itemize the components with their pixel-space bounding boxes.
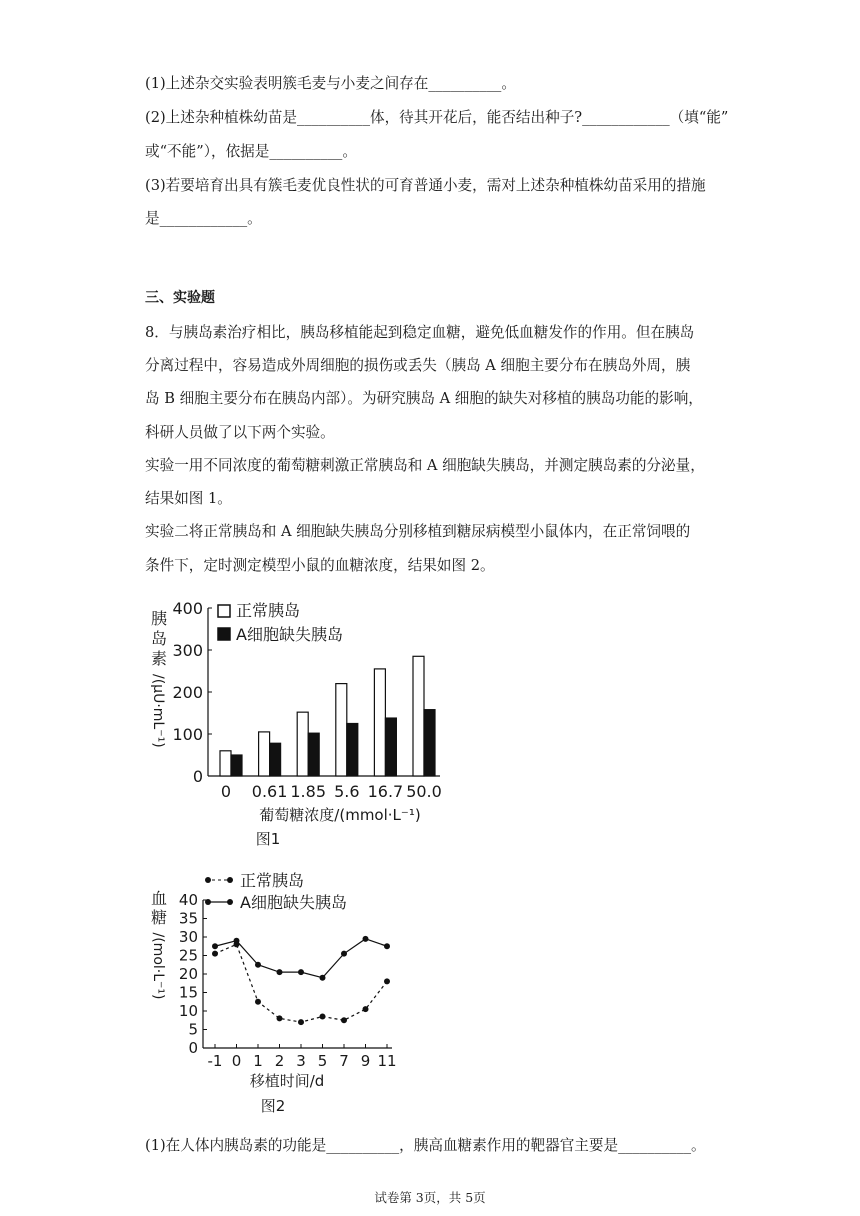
fig2-y-tick-label: 40 (178, 891, 198, 909)
fig1-bar (347, 724, 358, 777)
fig2-point-a-deficient (341, 951, 347, 957)
fig2-point-normal (363, 1006, 369, 1012)
fig2-point-normal (277, 1015, 283, 1021)
fig1-bar (297, 712, 308, 776)
fig1-x-tick-label: 5.6 (334, 782, 360, 801)
fig1-bar (424, 710, 435, 776)
fig2-point-normal (212, 951, 218, 957)
q7-part3-cont: 是____________。 (145, 210, 262, 227)
fig1-ylabel-char-1: 岛 (150, 629, 168, 648)
fig2-point-normal (255, 999, 261, 1005)
fig1-bar (413, 656, 424, 776)
fig2-x-tick-label: 0 (231, 1052, 242, 1070)
fig2-x-tick-label: -1 (207, 1052, 223, 1070)
q8-line-7: 实验二将正常胰岛和 A 细胞缺失胰岛分别移植到糖尿病模型小鼠体内，在正常饲喂的 (145, 523, 691, 540)
fig2-x-tick-label: 2 (274, 1052, 285, 1070)
fig1-y-tick-label: 400 (172, 599, 203, 618)
fig2-point-a-deficient (277, 969, 283, 975)
fig2-legend-marker-a-deficient-2 (227, 899, 233, 905)
fig2-y-tick-label: 30 (178, 928, 198, 946)
fig2-legend-normal: 正常胰岛 (240, 871, 305, 890)
fig2-y-tick-label: 35 (178, 909, 198, 928)
fig2-point-a-deficient (384, 943, 390, 949)
fig2-point-normal (298, 1019, 304, 1025)
q8-line-5: 实验一用不同浓度的葡萄糖刺激正常胰岛和 A 细胞缺失胰岛，并测定胰岛素的分泌量， (145, 457, 705, 474)
fig2-x-tick-label: 5 (317, 1052, 328, 1070)
fig2-legend-marker-normal (205, 877, 211, 883)
fig1-y-tick-label: 0 (192, 767, 203, 786)
fig2-legend-marker-a-deficient (205, 899, 211, 905)
fig2-point-normal (341, 1017, 347, 1023)
fig1-caption: 图1 (255, 830, 281, 848)
section-heading: 三、实验题 (145, 290, 215, 306)
fig1-bar (259, 732, 270, 776)
fig2-series-line-normal (215, 944, 387, 1022)
fig2-ylabel-char-0: 血 (150, 889, 168, 908)
fig1-ylabel-unit: /(μU·mL⁻¹) (150, 674, 166, 748)
fig1-x-tick-label: 1.85 (290, 782, 327, 801)
fig1-y-tick-label: 200 (172, 683, 203, 702)
q8-line-2: 分离过程中，容易造成外周细胞的损伤或丢失（胰岛 A 细胞主要分布在胰岛外周，胰 (145, 357, 691, 374)
figure-2-line-chart (140, 868, 420, 1120)
fig2-y-tick-label: 10 (178, 1002, 198, 1020)
fig1-ylabel-char-0: 胰 (150, 609, 168, 628)
fig1-x-tick-label: 16.7 (367, 782, 404, 801)
fig1-legend-swatch-normal (218, 605, 230, 617)
q8-line-4: 科研人员做了以下两个实验。 (145, 424, 335, 441)
fig2-x-tick-label: 7 (339, 1052, 349, 1070)
fig1-bar (308, 733, 319, 776)
fig2-y-tick-label: 0 (188, 1039, 198, 1057)
fig2-legend-a-deficient: A细胞缺失胰岛 (240, 893, 347, 912)
fig2-y-axis-label (150, 889, 167, 1000)
fig2-y-tick-label: 5 (188, 1020, 198, 1039)
fig2-point-a-deficient (320, 975, 326, 981)
fig2-point-a-deficient (212, 943, 218, 949)
fig1-bar (385, 718, 396, 776)
fig1-bar (336, 684, 347, 776)
fig2-x-axis-label: 移植时间/d (249, 1072, 325, 1090)
fig2-ylabel-unit: /(mol·L⁻¹) (150, 932, 166, 1000)
fig1-bar (270, 743, 281, 776)
fig1-bar (220, 751, 231, 776)
q7-part2: (2)上述杂种植株幼苗是__________体，待其开花后，能否结出种子?____________（填“能” (145, 109, 729, 126)
fig1-x-tick-label: 0 (220, 782, 232, 801)
fig2-y-tick-label: 15 (178, 983, 198, 1002)
fig1-x-tick-label: 0.61 (251, 782, 288, 801)
fig1-legend-swatch-a-deficient (218, 628, 230, 640)
fig2-point-a-deficient (255, 962, 261, 968)
fig1-bar (231, 755, 242, 776)
fig2-point-a-deficient (234, 938, 240, 944)
q7-part2-cont: 或“不能”），依据是__________。 (145, 143, 357, 160)
fig1-y-tick-label: 100 (172, 725, 203, 744)
q7-part3: (3)若要培育出具有簇毛麦优良性状的可育普通小麦，需对上述杂种植株幼苗采用的措施 (145, 177, 706, 194)
fig1-y-axis-label (150, 609, 167, 748)
q8-line-8: 条件下，定时测定模型小鼠的血糖浓度，结果如图 2。 (145, 557, 495, 574)
fig1-legend-a-deficient: A细胞缺失胰岛 (236, 625, 343, 644)
q8-sub-question-1: (1)在人体内胰岛素的功能是__________，胰高血糖素作用的靶器官主要是__________。 (145, 1137, 706, 1154)
fig2-point-a-deficient (298, 969, 304, 975)
fig1-legend-normal: 正常胰岛 (236, 601, 301, 620)
fig2-y-tick-label: 20 (178, 965, 198, 983)
fig2-caption: 图2 (260, 1097, 286, 1115)
fig2-x-tick-label: 9 (360, 1052, 371, 1070)
fig2-point-normal (320, 1014, 326, 1020)
fig2-x-tick-label: 3 (296, 1052, 306, 1070)
fig1-ylabel-char-2: 素 (150, 649, 168, 668)
fig1-y-tick-label: 300 (172, 641, 203, 660)
q8-line-1: 8．与胰岛素治疗相比，胰岛移植能起到稳定血糖，避免低血糖发作的作用。但在胰岛 (145, 324, 695, 341)
page-footer: 试卷第 3页，共 5页 (374, 1190, 486, 1205)
fig1-bar (374, 669, 385, 776)
fig2-legend-marker-normal-2 (227, 877, 233, 883)
fig2-ylabel-char-1: 糖 (150, 908, 168, 927)
q8-line-6: 结果如图 1。 (145, 490, 232, 507)
q7-part1: (1)上述杂交实验表明簇毛麦与小麦之间存在__________。 (145, 75, 516, 92)
fig2-x-tick-label: 11 (377, 1052, 397, 1070)
fig2-x-tick-label: 1 (253, 1052, 263, 1070)
fig1-x-axis-label: 葡萄糖浓度/(mmol·L⁻¹) (259, 806, 421, 824)
fig2-y-tick-label: 25 (178, 946, 198, 965)
fig1-x-tick-label: 50.0 (406, 782, 442, 801)
q8-line-3: 岛 B 细胞主要分布在胰岛内部）。为研究胰岛 A 细胞的缺失对移植的胰岛功能的影响， (145, 390, 703, 407)
fig2-point-normal (384, 978, 390, 984)
figure-1-bar-chart (140, 596, 460, 858)
fig2-point-a-deficient (363, 936, 369, 942)
